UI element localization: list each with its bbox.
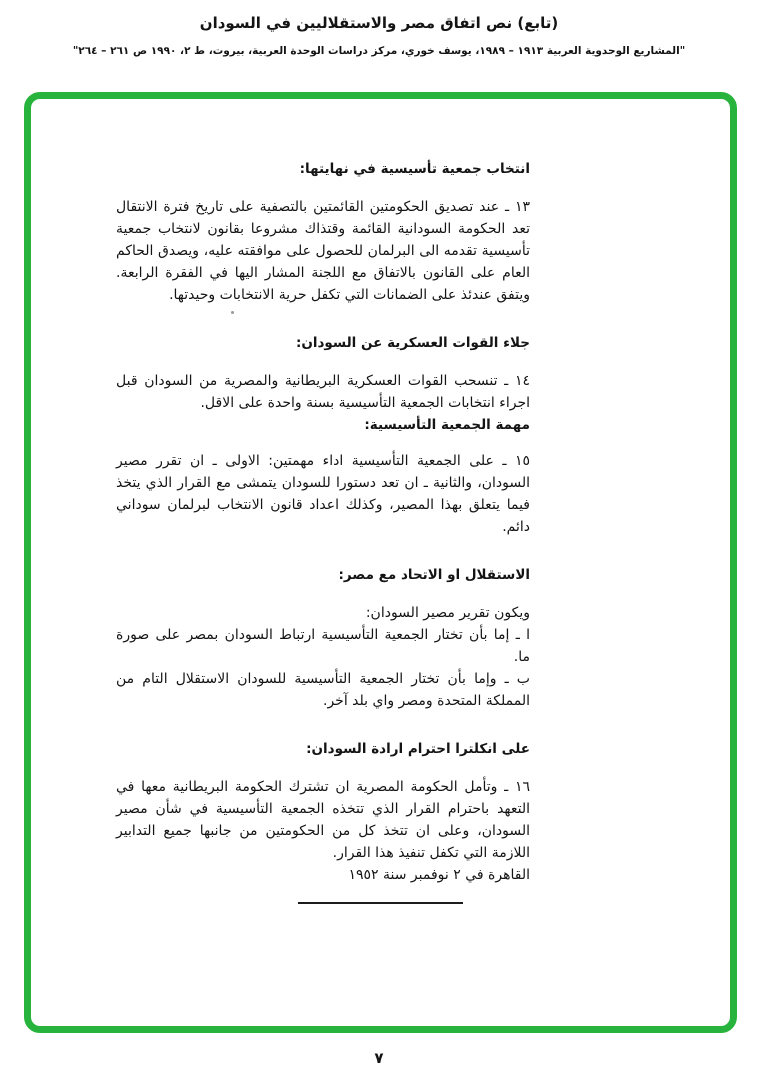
section-heading: مهمة الجمعية التأسيسية: [364,417,530,433]
paragraph: ١٤ ـ تنسحب القوات العسكرية البريطانية والمصرية من السودان قبل اجراء انتخابات الجمعية التأسيسية بسنة واحدة على الاقل. [116,373,530,411]
source-citation: "المشاريع الوحدوية العربية ١٩١٣ – ١٩٨٩، يوسف خوري، مركز دراسات الوحدة العربية، بيروت، ط ٢، ١٩٩٠ ص ٢٦١ – ٢٦٤" [72,45,686,57]
paragraph: ا ـ إما بأن تختار الجمعية التأسيسية ارتباط السودان بمصر على صورة ما. [116,627,530,665]
document-body [116,158,530,904]
section-divider [298,902,463,904]
paragraph: ١٦ ـ وتأمل الحكومة المصرية ان تشترك الحكومة البريطانية معها في التعهد باحترام القرار الذي تتخذه الجمعية التأسيسية في شأن مصير السودان، وعلى ان تتخذ كل من الحكومتين من جانبها جميع التدابير اللازمة التي تكفل تنفيذ هذا القرار. [116,779,530,861]
text-line: القاهرة في ٢ نوفمبر سنة ١٩٥٢ [348,867,530,883]
paragraph: ١٥ ـ على الجمعية التأسيسية اداء مهمتين: الاولى ـ ان تقرر مصير السودان، والثانية ـ ان تعد دستورا للسودان يتمشى مع القرار الذي يتخذ فيما يتعلق بهذا المصير، وكذلك اعداد قانون الانتخاب لبرلمان سوداني دائم. [116,453,530,535]
section-heading: جلاء القوات العسكرية عن السودان: [295,335,530,351]
section-heading: على انكلترا احترام ارادة السودان: [306,741,530,757]
page-header [0,14,758,57]
paragraph: ب ـ وإما بأن تختار الجمعية التأسيسية للسودان الاستقلال التام من المملكة المتحدة ومصر واي بلد آخر. [116,671,530,709]
page-title: (تابع) نص اتفاق مصر والاستقلاليين في السودان [199,14,559,32]
document-frame [24,92,737,1033]
text-line: ويكون تقرير مصير السودان: [365,605,530,621]
paragraph: ١٣ ـ عند تصديق الحكومتين القائمتين بالتصفية على تاريخ فترة الانتقال تعد الحكومة السودانية القائمة وقتذاك مشروعا بقانون لانتخاب جمعية تأسيسية تقدمه الى البرلمان للحصول على موافقته عليه، ويصدق الحاكم العام على القانون بالاتفاق مع اللجنة المشار اليها في الفقرة الرابعة. ويتفق عندئذ على الضمانات التي تكفل حرية الانتخابات وحيدتها. [116,199,530,303]
section-heading: الاستقلال او الاتحاد مع مصر: [338,567,530,583]
page-number: ٧ [374,1049,384,1067]
section-heading: انتخاب جمعية تأسيسية في نهايتها: [299,161,530,177]
